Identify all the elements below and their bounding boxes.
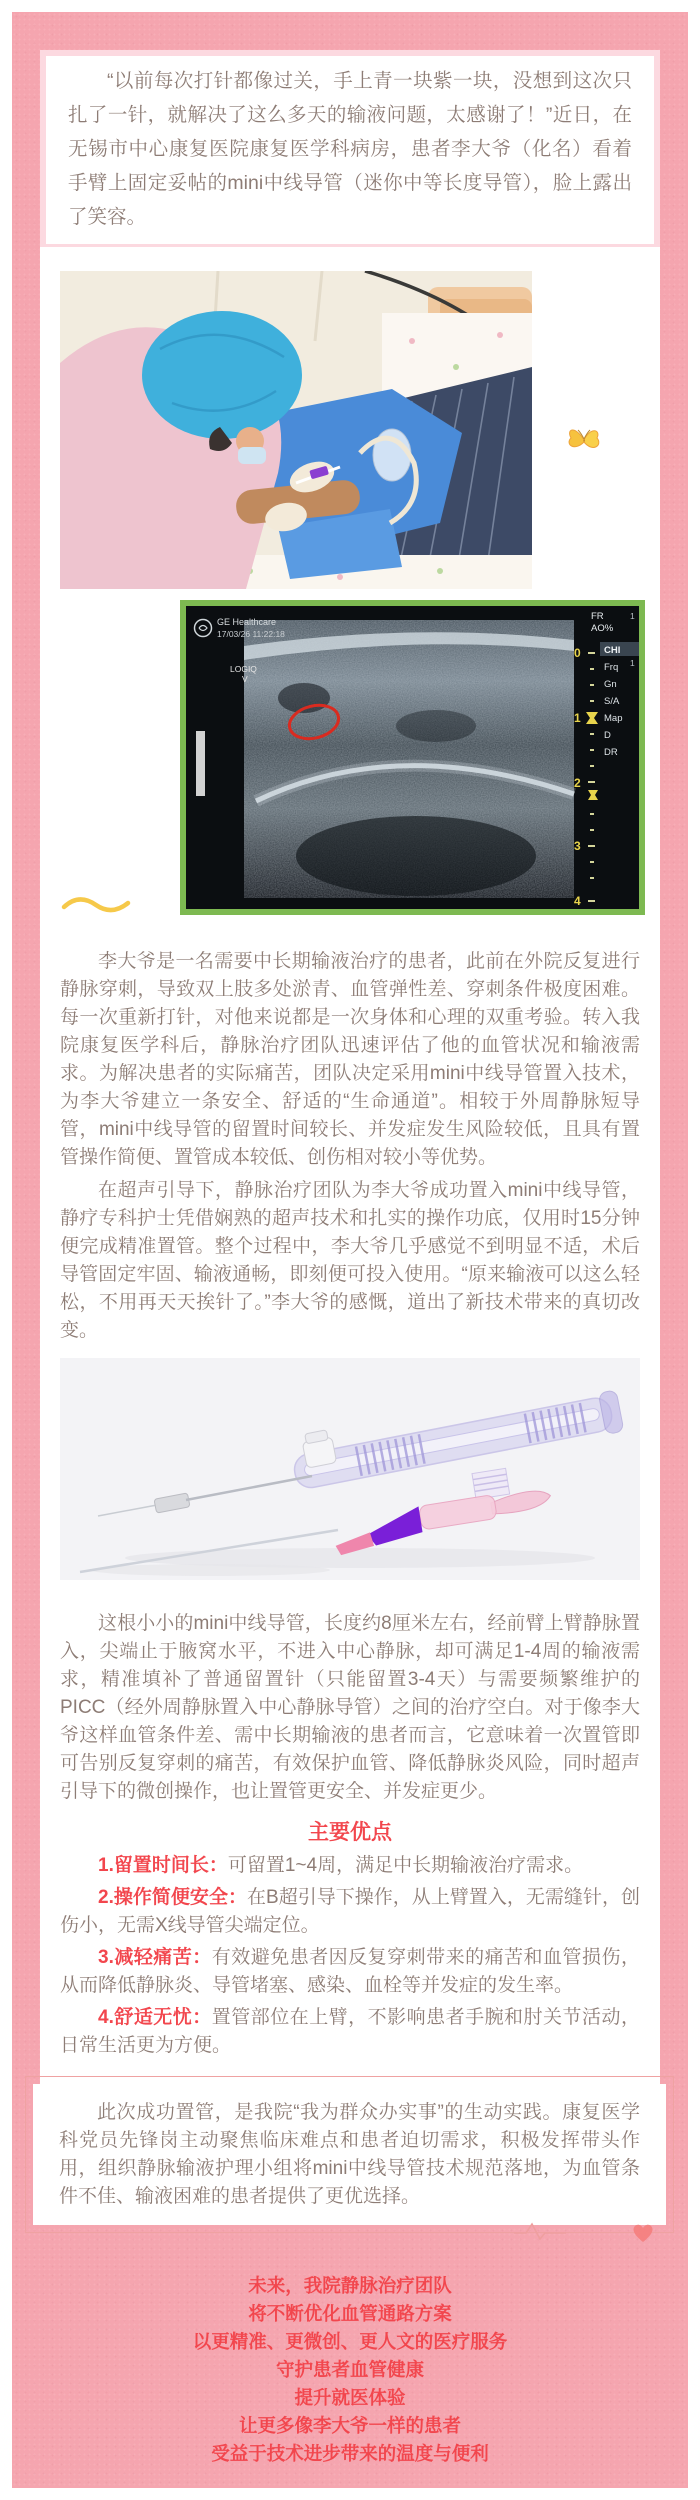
advantages-title: 主要优点 [308,1821,392,1844]
catheter-device-photo[interactable] [60,1358,640,1580]
svg-text:1: 1 [574,711,581,725]
main-card [40,247,660,2088]
slogan-line: 将不断优化血管通路方案 [248,2303,452,2324]
catheter-illustration [60,1358,640,1580]
advantage-item [60,1884,640,1940]
paragraph-catheter-benefits: 这根小小的mini中线导管，长度约8厘米左右，经前臂上臂静脉置入，尖端止于腋窝水平，不进入中心静脉，却可满足1-4周的输液需求，精准填补了普通留置针（只能留置3-4天）与需要频繁维护的PICC（经外周静脉置入中心静脉导管）之间的治疗空白。对于像李大爷这样血管条件差、需中长期输液的患者而言，它意味着一次置管即可告别反复穿刺的痛苦，有效保护血管、降低静脉炎风险，同时超声引导下的微创操作，也让置管更安全、并发症更少。 [60,1613,640,1802]
svg-text:LOGIQ: LOGIQ [230,664,257,674]
advantage-label: 3.减轻痛苦： [98,1947,212,1968]
svg-text:Map: Map [604,713,623,724]
svg-text:AO%: AO% [591,623,614,634]
slogan-line: 未来，我院静脉治疗团队 [248,2275,452,2296]
svg-text:0: 0 [574,646,581,660]
slogan-line: 以更精准、更微创、更人文的医疗服务 [192,2331,508,2352]
advantage-label: 1.留置时间长： [98,1855,228,1876]
svg-text:Frq: Frq [604,662,619,673]
intro-card [40,50,660,250]
advantage-label: 2.操作简便安全： [98,1887,247,1908]
advantage-text: 置管部位在上臂，不影响患者手腕和肘关节活动，日常生活更为方便。 [60,2007,640,2056]
ultrasound-photo[interactable] [180,600,645,915]
ultrasound-wrap [180,600,645,915]
advantage-text: 在B超引导下操作，从上臂置入，无需缝针，创伤小，无需X线导管尖端定位。 [60,1887,640,1936]
svg-text:D: D [604,730,611,741]
wave-decoration-icon [60,891,132,919]
slogan-line: 让更多像李大爷一样的患者 [238,2415,461,2436]
practice-paragraph: 此次成功置管，是我院“我为群众办实事”的生动实践。康复医学科党员先锋岗主动聚焦临床难点和患者迫切需求，积极发挥带头作用，组织静脉输液护理小组将mini中线导管技术规范落地，为血管条件不佳、输液困难的患者提供了更优选择。 [59,2102,640,2207]
nurse-procedure-photo[interactable] [60,271,532,589]
ultrasound-illustration [186,606,639,909]
slogan-line: 受益于技术进步带来的温度与便利 [211,2443,489,2464]
svg-text:Gn: Gn [604,679,617,690]
slogan-line: 守护患者血管健康 [275,2359,424,2380]
svg-text:17/03/26 11:22:18: 17/03/26 11:22:18 [217,629,285,639]
advantage-item [60,1852,640,1880]
slogan-line: 提升就医体验 [294,2387,406,2408]
photo-row [60,271,640,589]
svg-text:V: V [242,674,248,684]
heartbeat-icon [514,2222,566,2244]
svg-text:3: 3 [574,839,581,853]
nurse-photo-illustration [60,271,532,589]
paragraph-patient-history: 李大爷是一名需要中长期输液治疗的患者，此前在外院反复进行静脉穿刺，导致双上肢多处淤青、血管弹性差、穿刺条件极度困难。每一次重新打针，对他来说都是一次身体和心理的双重考验。转入我院康复医学科后，静脉治疗团队迅速评估了他的血管状况和输液需求。为解决患者的实际痛苦，团队决定采用mini中线导管置入技术，为李大爷建立一条安全、舒适的“生命通道”。相较于外周静脉短导管，mini中线导管的留置时间较长、并发症发生风险较低，且具有置管操作简便、置管成本较低、创伤相对较小等优势。 [60,951,640,1168]
advantage-item [60,2004,640,2060]
svg-text:CHI: CHI [604,645,621,656]
closing-slogan [12,2272,688,2468]
heart-icon [632,2223,654,2243]
advantage-label: 4.舒适无忧： [98,2007,212,2028]
svg-text:1: 1 [630,611,635,621]
intro-paragraph: “以前每次打针都像过关，手上青一块紫一块，没想到这次只扎了一针，就解决了这么多天的输液问题，太感谢了！”近日，在无锡市中心康复医院康复医学科病房，患者李大爷（化名）看着手臂上固定妥帖的mini中线导管（迷你中等长度导管），脸上露出了笑容。 [68,70,632,228]
svg-text:FR: FR [591,611,604,622]
practice-card [33,2084,666,2225]
advantage-text: 有效避免患者因反复穿刺带来的痛苦和血管损伤，从而降低静脉炎、导管堵塞、感染、血栓等并发症的发生率。 [60,1947,640,1996]
svg-text:2: 2 [574,776,581,790]
svg-text:4: 4 [574,894,581,908]
advantage-text: 可留置1~4周，满足中长期输液治疗需求。 [227,1855,584,1876]
svg-text:DR: DR [604,747,618,758]
svg-text:1: 1 [630,658,635,668]
butterfly-icon [565,423,603,457]
advantage-item [60,1944,640,2000]
svg-text:GE Healthcare: GE Healthcare [217,617,277,627]
paragraph-procedure: 在超声引导下，静脉治疗团队为李大爷成功置入mini中线导管，静疗专科护士凭借娴熟的超声技术和扎实的操作功底，仅用时15分钟便完成精准置管。整个过程中，李大爷几乎感觉不到明显不适，术后导管固定牢固、输液通畅，即刻便可投入使用。“原来输液可以这么轻松，不用再天天挨针了。”李大爷的感慨，道出了新技术带来的真切改变。 [60,1180,640,1341]
svg-text:S/A: S/A [604,696,620,707]
article-background [12,12,688,2488]
